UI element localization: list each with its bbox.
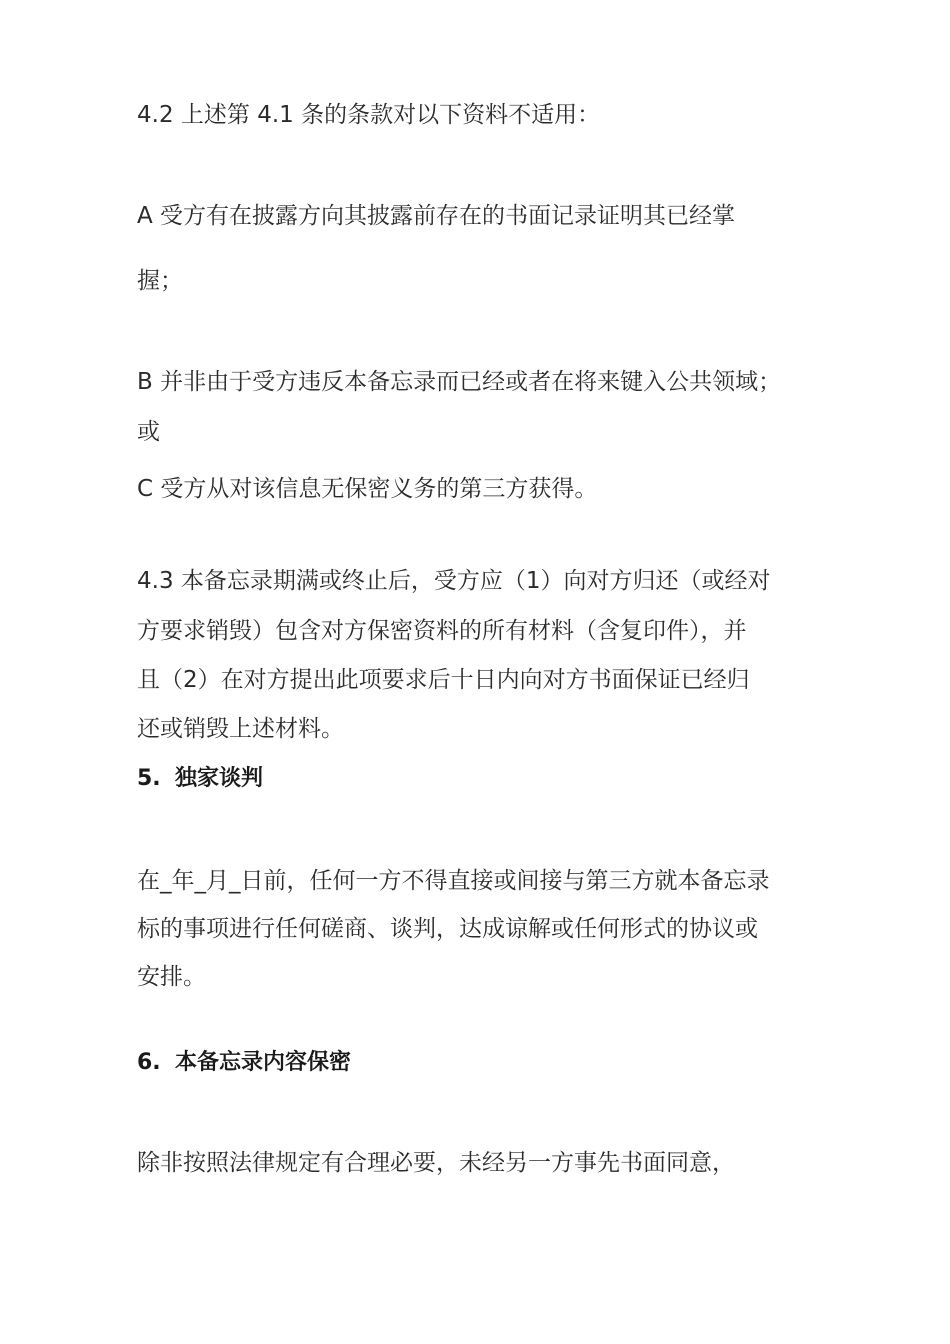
clause-4-3-line2: 方要求销毁）包含对方保密资料的所有材料（含复印件），并: [137, 618, 747, 644]
clause-4-2-a-line1: A 受方有在披露方向其披露前存在的书面记录证明其已经掌: [137, 203, 736, 229]
section-title-5: 独家谈判: [175, 766, 264, 791]
section-5-body-line2: 标的事项进行任何磋商、谈判，达成谅解或任何形式的协议或: [137, 916, 758, 942]
section-number-6: 6.: [137, 1050, 161, 1075]
section-number-5: 5.: [137, 766, 161, 791]
clause-4-3-line3: 且（2）在对方提出此项要求后十日内向对方书面保证已经归: [137, 667, 750, 693]
clause-4-3-line1: 4.3 本备忘录期满或终止后，受方应（1）向对方归还（或经对: [137, 568, 771, 594]
clause-4-2: 4.2 上述第 4.1 条的条款对以下资料不适用：: [137, 102, 601, 128]
clause-4-3-line4: 还或销毁上述材料。: [137, 716, 344, 742]
section-title-6: 本备忘录内容保密: [175, 1050, 352, 1075]
section-heading-6: [137, 1048, 827, 1078]
clause-4-2-c: C 受方从对该信息无保密义务的第三方获得。: [137, 476, 598, 502]
section-heading-5: [137, 764, 827, 794]
clause-4-2-b-line2: 或: [137, 419, 160, 445]
section-5-body-line3: 安排。: [137, 964, 206, 990]
clause-4-2-b-line1: B 并非由于受方违反本备忘录而已经或者在将来键入公共领域；: [137, 369, 782, 395]
section-6-body-line1: 除非按照法律规定有合理必要，未经另一方事先书面同意，: [137, 1150, 735, 1176]
section-5-body-line1: 在_年_月_日前，任何一方不得直接或间接与第三方就本备忘录: [137, 868, 770, 894]
clause-4-2-a-line2: 握；: [137, 268, 183, 294]
